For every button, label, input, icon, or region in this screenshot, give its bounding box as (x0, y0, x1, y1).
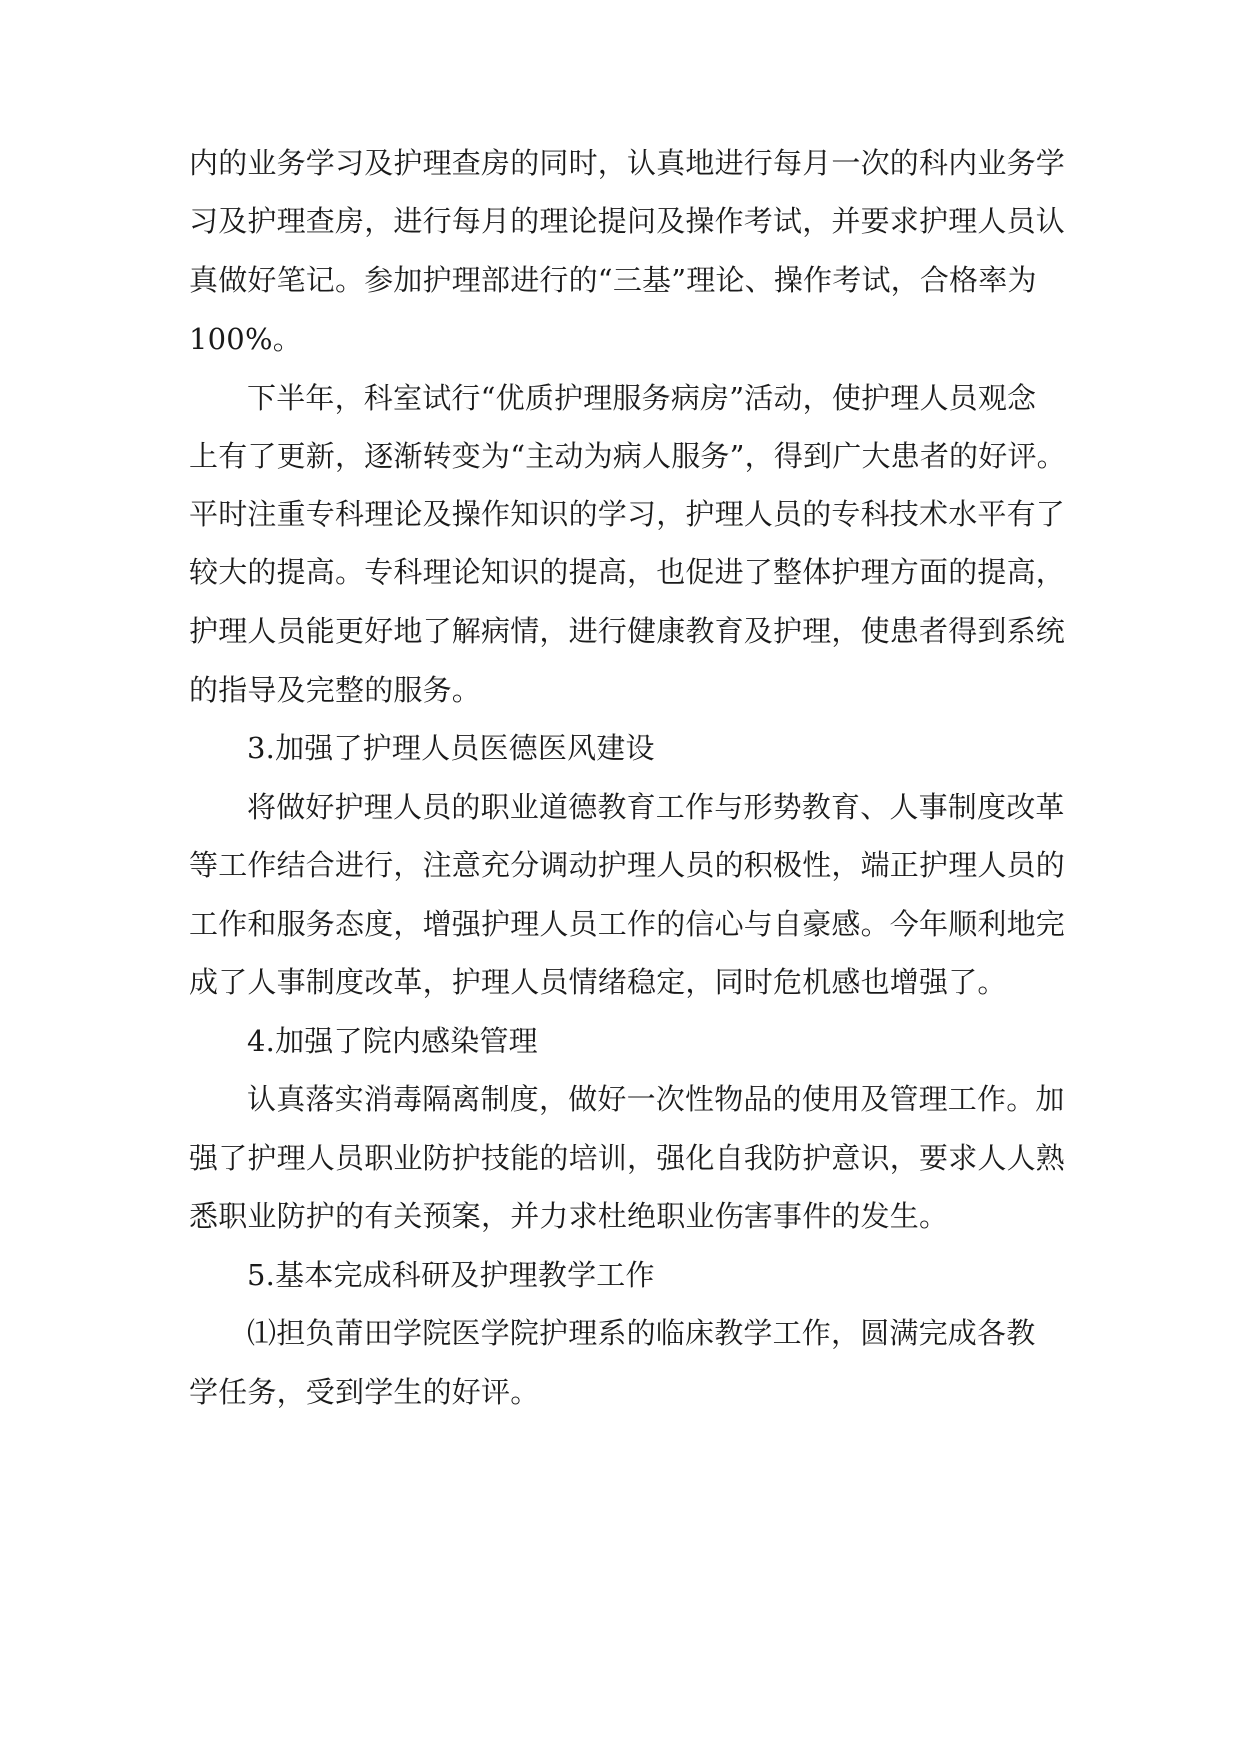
text-line: 较大的提高。专科理论知识的提高，也促进了整体护理方面的提高， (189, 555, 1066, 589)
text-line: 强了护理人员职业防护技能的培训，强化自我防护意识，要求人人熟 (189, 1141, 1066, 1175)
section-heading: 3.加强了护理人员医德医风建设 (247, 731, 655, 765)
text-line: 工作和服务态度，增强护理人员工作的信心与自豪感。今年顺利地完 (189, 907, 1066, 941)
paragraph-first-line: 将做好护理人员的职业道德教育工作与形势教育、人事制度改革 (247, 790, 1065, 824)
text-line: 护理人员能更好地了解病情，进行健康教育及护理，使患者得到系统 (189, 614, 1066, 648)
section-heading: 5.基本完成科研及护理教学工作 (247, 1258, 655, 1292)
text-line: 上有了更新，逐渐转变为“主动为病人服务”，得到广大患者的好评。 (189, 439, 1066, 473)
text-line: 内的业务学习及护理查房的同时，认真地进行每月一次的科内业务学 (189, 146, 1066, 180)
text-line: 真做好笔记。参加护理部进行的“三基”理论、操作考试，合格率为 (189, 263, 1037, 297)
section-heading: 4.加强了院内感染管理 (247, 1024, 538, 1058)
text-line: 学任务，受到学生的好评。 (189, 1375, 540, 1409)
text-line: 习及护理查房，进行每月的理论提问及操作考试，并要求护理人员认 (189, 204, 1066, 238)
paragraph-first-line: 下半年，科室试行“优质护理服务病房”活动，使护理人员观念 (247, 381, 1037, 415)
text-line: 平时注重专科理论及操作知识的学习，护理人员的专科技术水平有了 (189, 497, 1066, 531)
text-line: 100%。 (189, 322, 302, 356)
paragraph-first-line: 认真落实消毒隔离制度，做好一次性物品的使用及管理工作。加 (247, 1082, 1065, 1116)
text-line: 等工作结合进行，注意充分调动护理人员的积极性，端正护理人员的 (189, 848, 1066, 882)
list-item-first-line: ⑴担负莆田学院医学院护理系的临床教学工作，圆满完成各教 (247, 1316, 1036, 1350)
text-line: 的指导及完整的服务。 (189, 673, 482, 707)
text-line: 成了人事制度改革，护理人员情绪稳定，同时危机感也增强了。 (189, 965, 1007, 999)
text-line: 悉职业防护的有关预案，并力求杜绝职业伤害事件的发生。 (189, 1199, 949, 1233)
